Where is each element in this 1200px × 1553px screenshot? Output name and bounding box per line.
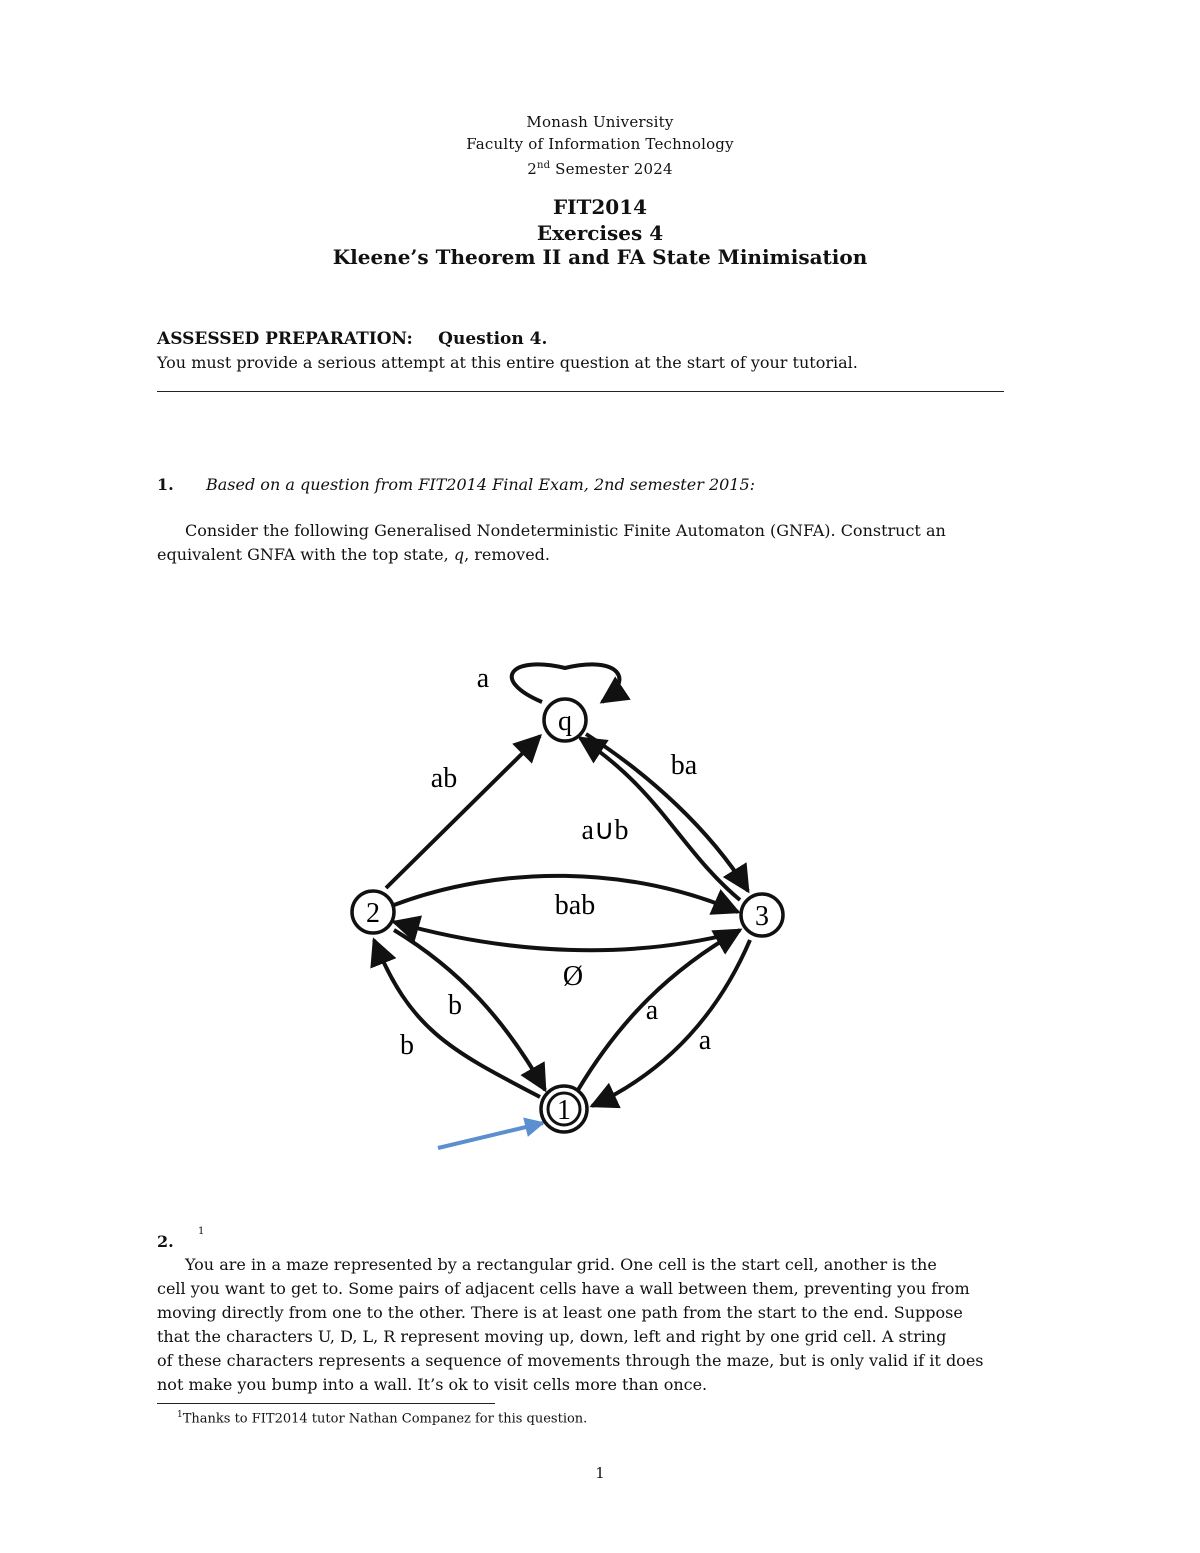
label-1-3: a (645, 995, 659, 1026)
q2-line-2: cell you want to get to. Some pairs of adjacent cells have a wall between them, preventing you from (157, 1279, 970, 1298)
label-2-1: b (448, 990, 462, 1021)
q2-line-1: You are in a maze represented by a rectangular grid. One cell is the start cell, another is the (185, 1255, 937, 1274)
assessed-label: ASSESSED PREPARATION: (157, 329, 413, 349)
section-divider (157, 391, 1004, 392)
gnfa-diagram (330, 650, 830, 1170)
edge-q-3 (586, 734, 748, 891)
q2-line-3: moving directly from one to the other. There is at least one path from the start to the end. Suppose (157, 1303, 963, 1322)
q1-source: Based on a question from FIT2014 Final Exam, 2nd semester 2015: (206, 475, 756, 494)
q1-number: 1. (157, 475, 174, 494)
assessed-heading (157, 327, 547, 351)
label-q-q: a (476, 663, 490, 694)
exercise-title: Exercises 4 (536, 221, 664, 245)
q1-text-line1: Consider the following Generalised Nondeterministic Finite Automaton (GNFA). Construct an (185, 521, 946, 540)
state-3-label: 3 (755, 901, 769, 932)
q2-footnote-mark: 1 (198, 1226, 205, 1237)
semester-rest: Semester 2024 (550, 160, 673, 178)
state-3 (741, 894, 783, 936)
semester-suffix: nd (536, 160, 551, 171)
semester-ordinal: 2 (527, 160, 537, 178)
semester-line (0, 155, 1200, 180)
label-3-1: a (698, 1025, 712, 1056)
label-1-2: b (400, 1030, 414, 1061)
footnote (177, 1406, 587, 1428)
faculty-name: Faculty of Information Technology (466, 135, 734, 153)
label-q-3: ba (670, 750, 698, 781)
state-2 (352, 891, 394, 933)
topic-title: Kleene’s Theorem II and FA State Minimisation (332, 245, 868, 269)
university-name: Monash University (526, 113, 674, 131)
q1-text-pre: equivalent GNFA with the top state, (157, 545, 454, 564)
state-q (544, 699, 586, 741)
state-1-accept (541, 1086, 587, 1132)
q2-line-4: that the characters U, D, L, R represent moving up, down, left and right by one grid cell. A string (157, 1327, 947, 1346)
footnote-text: Thanks to FIT2014 tutor Nathan Companez for this question. (182, 1411, 588, 1427)
edge-q-q (512, 664, 620, 702)
q1-state-var: q (453, 545, 465, 564)
q2-number: 2. (157, 1232, 174, 1251)
start-arrow (438, 1123, 543, 1148)
q2-line-6: not make you bump into a wall. It’s ok to visit cells more than once. (157, 1375, 708, 1394)
label-2-3: bab (554, 890, 596, 921)
q1-text-post: , removed. (464, 545, 550, 564)
edge-2-q (386, 736, 540, 888)
page-number: 1 (595, 1464, 605, 1482)
q1-text-line2 (157, 543, 550, 567)
footnote-mark: 1 (177, 1410, 183, 1420)
edge-3-1 (592, 940, 750, 1106)
state-2-label: 2 (366, 898, 380, 929)
state-q-label: q (558, 706, 572, 737)
label-2-q: ab (430, 763, 458, 794)
label-3-2: Ø (562, 961, 584, 992)
edge-2-1 (394, 930, 545, 1090)
q2-line-5: of these characters represents a sequence of movements through the maze, but is only valid if it does (157, 1351, 984, 1370)
state-1-label: 1 (557, 1095, 571, 1126)
assessed-question: Question 4. (438, 329, 548, 349)
edge-3-2 (394, 922, 738, 950)
label-3-q: a∪b (581, 815, 629, 846)
footnote-rule (157, 1403, 495, 1404)
unit-code: FIT2014 (552, 195, 648, 219)
assessed-note: You must provide a serious attempt at this entire question at the start of your tutorial. (157, 353, 858, 372)
